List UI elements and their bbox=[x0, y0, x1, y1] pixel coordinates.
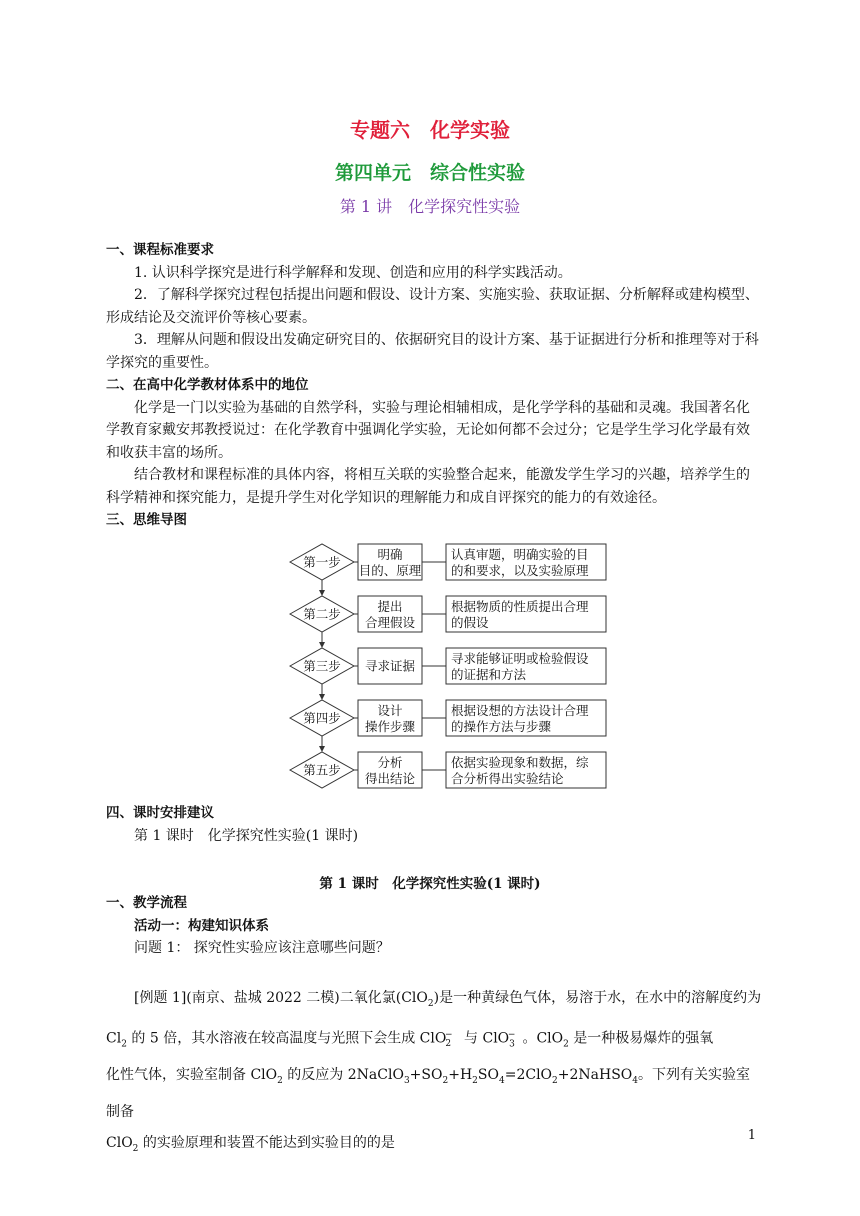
description-text: 的假设 bbox=[451, 615, 489, 630]
section-standards bbox=[106, 239, 762, 532]
example-text: 化性气体，实验室制备 ClO$_2$ 的反应为 $2NaClO_3+SO_2+H_2SO_4=2ClO_2+2NaHSO_4$。下列有关实验室制备 bbox=[106, 1067, 751, 1121]
description-text: 根据物质的性质提出合理 bbox=[451, 599, 589, 614]
description-text: 根据设想的方法设计合理 bbox=[451, 703, 589, 718]
section-schedule bbox=[106, 802, 762, 847]
step-label: 第一步 bbox=[303, 554, 341, 570]
description-text: 合分析得出实验结论 bbox=[451, 771, 564, 786]
lesson-title: 第 1 课时 化学探究性实验(1 课时) bbox=[319, 876, 541, 892]
standard-item: 2．了解科学探究过程包括提出问题和假设、设计方案、实施实验、获取证据、分析解释或建构模型、形成结论及交流评价等核心要素。 bbox=[106, 287, 759, 326]
step-box-label: 明确 bbox=[377, 547, 403, 562]
paragraph: 化学是一门以实验为基础的自然学科，实验与理论相辅相成，是化学学科的基础和灵魂。我国著名化学教育家戴安邦教授说过：在化学教育中强调化学实验，无论如何都不会过分；它是学生学习化学最有效和收获丰富的场所。 bbox=[106, 399, 750, 461]
step-label: 第二步 bbox=[303, 606, 341, 622]
page-number: 1 bbox=[747, 1128, 756, 1143]
step-box-label: 设计 bbox=[377, 703, 403, 718]
step-label: 第三步 bbox=[303, 658, 341, 674]
step-box-label: 目的、原理 bbox=[358, 563, 422, 578]
example-text: [例题 1](南京、盐城 2022 二模)二氧化氯(ClO$_2$)是一种黄绿色气体，易溶于水，在水中的溶解度约为 $Cl_2$ 的 5 倍，其水溶液在较高温度与光照下会生成 ClO$_2$− 与 ClO$_3$− 。ClO$_2$ 是一种极易爆炸的强氧 bbox=[106, 990, 762, 1050]
step-box-label: 得出结论 bbox=[364, 771, 416, 786]
example-text: ClO$_2$ 的实验原理和装置不能达到实验目的的是 bbox=[106, 1135, 395, 1154]
description-text: 的操作方法与步骤 bbox=[451, 719, 552, 734]
step-box-label: 操作步骤 bbox=[364, 719, 416, 734]
step-box-label: 分析 bbox=[377, 755, 403, 770]
question-text: 问题 1： 探究性实验应该注意哪些问题？ bbox=[134, 940, 390, 956]
arrow-head bbox=[319, 746, 325, 752]
topic-title: 专题六 化学实验 bbox=[350, 118, 510, 142]
arrow-head bbox=[319, 590, 325, 596]
standard-item: 1. 认识科学探究是进行科学解释和发现、创造和应用的科学实践活动。 bbox=[134, 264, 572, 281]
section-heading: 四、课时安排建议 bbox=[106, 805, 214, 821]
unit-title: 第四单元 综合性实验 bbox=[334, 162, 525, 184]
description-text: 依据实验现象和数据，综 bbox=[451, 755, 589, 770]
lecture-title: 第 1 讲 化学探究性实验 bbox=[339, 197, 521, 216]
step-box-label: 提出 bbox=[377, 599, 403, 614]
flow-heading: 一、教学流程 bbox=[106, 895, 187, 911]
section-heading: 二、在高中化学教材体系中的地位 bbox=[106, 377, 309, 393]
example-paragraph bbox=[106, 983, 762, 1165]
description-text: 认真审题，明确实验的目 bbox=[451, 547, 589, 562]
description-text: 的和要求，以及实验原理 bbox=[451, 563, 589, 578]
section-heading: 三、思维导图 bbox=[106, 512, 187, 528]
mind-map-diagram bbox=[288, 540, 618, 790]
activity-heading: 活动一：构建知识体系 bbox=[134, 917, 269, 934]
standard-item: 3．理解从问题和假设出发确定研究目的、依据研究目的设计方案、基于证据进行分析和推理等对于科学探究的重要性。 bbox=[106, 332, 759, 371]
mind-map-steps bbox=[290, 544, 606, 788]
section-heading: 一、课程标准要求 bbox=[106, 242, 214, 258]
arrow-head bbox=[319, 642, 325, 648]
description-text: 的证据和方法 bbox=[451, 667, 527, 682]
description-text: 寻求能够证明或检验假设 bbox=[451, 651, 589, 666]
step-label: 第五步 bbox=[303, 762, 341, 778]
step-label: 第四步 bbox=[303, 710, 341, 726]
step-box-label: 寻求证据 bbox=[364, 658, 416, 674]
lesson-section bbox=[106, 892, 762, 960]
schedule-item: 第 1 课时 化学探究性实验(1 课时) bbox=[134, 827, 359, 844]
arrow-head bbox=[319, 694, 325, 700]
step-box-label: 合理假设 bbox=[364, 615, 416, 630]
paragraph: 结合教材和课程标准的具体内容，将相互关联的实验整合起来，能激发学生学习的兴趣，培养学生的科学精神和探究能力，是提升学生对化学知识的理解能力和成自评探究的能力的有效途径。 bbox=[106, 467, 750, 506]
